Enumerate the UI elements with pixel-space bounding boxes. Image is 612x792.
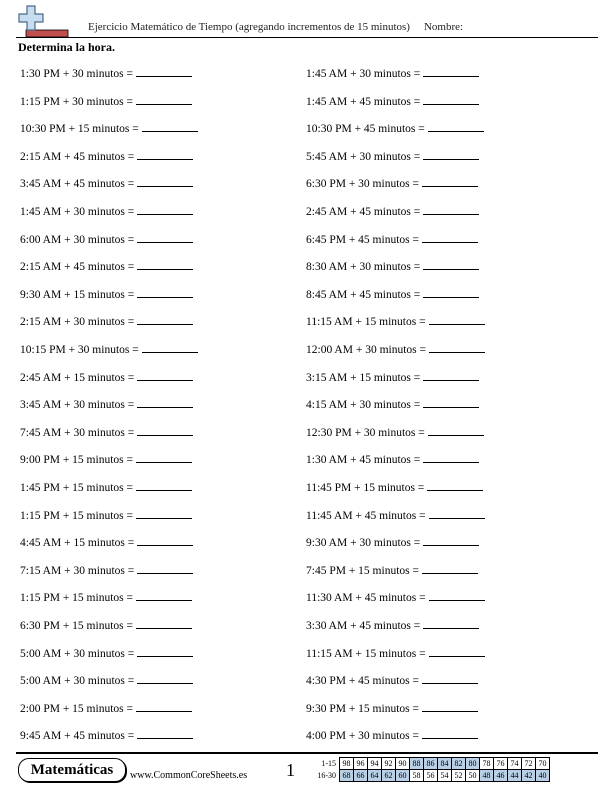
problem-text: 2:15 AM + 45 minutos = <box>20 261 135 274</box>
score-cell: 86 <box>424 758 438 770</box>
problem-item <box>20 204 193 218</box>
score-cell: 92 <box>382 758 396 770</box>
problem-text: 9:30 PM + 15 minutos = <box>306 702 419 715</box>
answer-blank[interactable] <box>423 452 479 463</box>
problem-item <box>306 232 478 246</box>
answer-blank[interactable] <box>137 425 193 436</box>
problem-item <box>20 342 198 356</box>
problem-item <box>20 508 192 522</box>
score-cell: 84 <box>438 758 452 770</box>
problem-item <box>20 149 193 163</box>
answer-blank[interactable] <box>136 618 192 629</box>
problem-text: 4:15 AM + 30 minutos = <box>306 399 421 412</box>
problem-item <box>20 535 193 549</box>
answer-blank[interactable] <box>428 425 484 436</box>
problem-item <box>20 590 192 604</box>
answer-blank[interactable] <box>429 342 485 353</box>
problem-text: 8:30 AM + 30 minutos = <box>306 261 421 274</box>
answer-blank[interactable] <box>137 314 193 325</box>
problem-item <box>306 618 479 632</box>
problem-text: 1:45 AM + 30 minutos = <box>20 206 135 218</box>
problem-item <box>20 287 193 301</box>
problem-item <box>20 728 193 742</box>
problem-text: 9:45 AM + 45 minutos = <box>20 730 135 743</box>
score-cell: 46 <box>494 770 508 782</box>
score-cell: 90 <box>396 758 410 770</box>
problem-text: 10:30 PM + 45 minutos = <box>306 123 425 136</box>
score-row-label: 16-30 <box>317 771 336 780</box>
problem-text: 1:30 AM + 45 minutos = <box>306 454 421 467</box>
problem-text: 1:30 PM + 30 minutos = <box>20 68 133 80</box>
problem-item <box>306 508 485 522</box>
problem-text: 2:45 AM + 15 minutos = <box>20 371 135 384</box>
page-number: 1 <box>286 760 295 780</box>
answer-blank[interactable] <box>137 646 193 657</box>
brand-badge: Matemáticas <box>18 758 126 782</box>
problem-text: 1:45 AM + 45 minutos = <box>306 95 421 108</box>
score-cell: 78 <box>480 758 494 770</box>
answer-blank[interactable] <box>429 590 485 601</box>
score-cell: 68 <box>340 770 354 782</box>
problem-item <box>306 563 478 577</box>
problem-text: 9:00 PM + 15 minutos = <box>20 454 133 467</box>
problem-item <box>306 66 479 80</box>
score-cell: 98 <box>340 758 354 770</box>
answer-blank[interactable] <box>423 66 479 77</box>
score-cell: 50 <box>466 770 480 782</box>
problem-item <box>306 646 485 660</box>
problem-item <box>20 176 193 190</box>
answer-blank[interactable] <box>136 701 192 712</box>
problem-item <box>20 673 193 687</box>
answer-blank[interactable] <box>423 370 479 381</box>
problem-item <box>306 425 484 439</box>
answer-blank[interactable] <box>136 480 192 491</box>
name-label: Nombre: <box>423 21 464 33</box>
problem-text: 8:45 AM + 45 minutos = <box>306 288 421 301</box>
problem-text: 6:00 AM + 30 minutos = <box>20 233 135 246</box>
answer-blank[interactable] <box>423 535 479 546</box>
problem-item <box>20 701 192 715</box>
answer-blank[interactable] <box>423 287 479 298</box>
answer-blank[interactable] <box>137 535 193 546</box>
answer-blank[interactable] <box>423 397 479 408</box>
problem-text: 7:45 PM + 15 minutos = <box>306 564 419 577</box>
answer-blank[interactable] <box>142 121 198 132</box>
answer-blank[interactable] <box>137 204 193 215</box>
problem-item <box>20 646 193 660</box>
problem-text: 10:30 PM + 15 minutos = <box>20 123 139 136</box>
problem-item <box>20 480 192 494</box>
answer-blank[interactable] <box>137 232 193 243</box>
problem-text: 4:00 PM + 30 minutos = <box>306 730 419 743</box>
score-cell: 82 <box>452 758 466 770</box>
problem-item <box>306 480 483 494</box>
problem-item <box>20 397 193 411</box>
title-text: Ejercicio Matemático de Tiempo (agregando incrementos de 15 minutos) <box>88 21 410 33</box>
problem-item <box>306 728 478 742</box>
problem-text: 11:45 PM + 15 minutos = <box>306 482 425 494</box>
problem-text: 5:45 AM + 30 minutos = <box>306 150 421 163</box>
answer-blank[interactable] <box>136 508 192 519</box>
score-cell: 52 <box>452 770 466 782</box>
site-url: www.CommonCoreSheets.es <box>130 770 248 781</box>
answer-blank[interactable] <box>429 314 485 325</box>
problem-item <box>306 370 479 384</box>
score-cell: 94 <box>368 758 382 770</box>
score-cell: 40 <box>536 770 550 782</box>
problem-text: 4:30 PM + 45 minutos = <box>306 675 419 688</box>
problem-item <box>306 314 485 328</box>
problem-text: 10:15 PM + 30 minutos = <box>20 344 139 356</box>
problem-text: 3:45 AM + 30 minutos = <box>20 399 135 412</box>
answer-blank[interactable] <box>142 342 198 353</box>
problem-item <box>306 590 485 604</box>
answer-blank[interactable] <box>422 728 478 739</box>
problem-item <box>306 535 479 549</box>
score-cell: 60 <box>396 770 410 782</box>
problem-text: 1:15 PM + 15 minutos = <box>20 509 133 522</box>
score-cell: 62 <box>382 770 396 782</box>
score-cell: 72 <box>522 758 536 770</box>
answer-blank[interactable] <box>423 618 479 629</box>
answer-blank[interactable] <box>423 94 479 105</box>
score-cell: 42 <box>522 770 536 782</box>
answer-blank[interactable] <box>422 176 478 187</box>
answer-blank[interactable] <box>422 232 478 243</box>
problem-item <box>20 425 193 439</box>
answer-blank[interactable] <box>136 94 192 105</box>
answer-blank[interactable] <box>423 204 479 215</box>
answer-blank[interactable] <box>136 590 192 601</box>
problem-text: 5:00 AM + 30 minutos = <box>20 647 135 660</box>
answer-blank[interactable] <box>136 66 192 77</box>
problem-text: 1:45 AM + 30 minutos = <box>306 68 421 80</box>
answer-blank[interactable] <box>423 259 479 270</box>
answer-blank[interactable] <box>422 673 478 684</box>
problem-text: 1:45 PM + 15 minutos = <box>20 482 133 494</box>
problem-text: 6:30 PM + 15 minutos = <box>20 620 133 632</box>
problem-text: 3:15 AM + 15 minutos = <box>306 371 421 384</box>
score-row <box>312 758 550 770</box>
problem-text: 7:15 AM + 30 minutos = <box>20 564 135 577</box>
problem-item <box>306 176 478 190</box>
footer-divider <box>16 752 598 754</box>
problem-item <box>20 94 192 108</box>
answer-blank[interactable] <box>137 149 193 160</box>
problem-item <box>306 701 478 715</box>
score-cell: 64 <box>368 770 382 782</box>
problem-text: 11:15 AM + 15 minutos = <box>306 316 426 329</box>
problem-text: 11:15 AM + 15 minutos = <box>306 647 426 660</box>
problem-item <box>306 121 484 135</box>
answer-blank[interactable] <box>428 121 484 132</box>
score-cell: 54 <box>438 770 452 782</box>
score-cell: 76 <box>494 758 508 770</box>
problem-text: 6:30 PM + 30 minutos = <box>306 178 419 191</box>
problem-item <box>20 618 192 632</box>
answer-blank[interactable] <box>427 480 483 491</box>
answer-blank[interactable] <box>136 452 192 463</box>
score-cell: 58 <box>410 770 424 782</box>
problem-item <box>306 94 479 108</box>
problem-text: 4:45 AM + 15 minutos = <box>20 537 135 550</box>
answer-blank[interactable] <box>137 287 193 298</box>
problem-item <box>306 342 485 356</box>
score-cell: 70 <box>536 758 550 770</box>
problem-text: 1:15 PM + 30 minutos = <box>20 95 133 108</box>
problem-item <box>20 452 192 466</box>
problem-text: 2:15 AM + 30 minutos = <box>20 316 135 329</box>
problem-item <box>306 673 478 687</box>
problem-text: 5:00 AM + 30 minutos = <box>20 675 135 688</box>
score-cell: 44 <box>508 770 522 782</box>
score-cell: 48 <box>480 770 494 782</box>
score-cell: 74 <box>508 758 522 770</box>
problem-text: 1:15 PM + 15 minutos = <box>20 592 133 605</box>
problem-text: 11:30 AM + 45 minutos = <box>306 592 426 605</box>
score-row <box>312 770 550 782</box>
problem-text: 2:45 AM + 45 minutos = <box>306 206 421 218</box>
score-cell: 66 <box>354 770 368 782</box>
score-cell: 56 <box>424 770 438 782</box>
problem-item <box>306 452 479 466</box>
answer-blank[interactable] <box>429 646 485 657</box>
problem-text: 2:00 PM + 15 minutos = <box>20 702 133 715</box>
score-row-label: 1-15 <box>321 759 336 768</box>
problem-text: 3:45 AM + 45 minutos = <box>20 178 135 191</box>
score-cell: 88 <box>410 758 424 770</box>
problem-text: 12:00 AM + 30 minutos = <box>306 344 426 356</box>
problem-text: 9:30 AM + 30 minutos = <box>306 537 421 550</box>
problem-text: 2:15 AM + 45 minutos = <box>20 150 135 163</box>
problem-item <box>20 314 193 328</box>
problem-item <box>20 259 193 273</box>
answer-blank[interactable] <box>137 397 193 408</box>
problem-item <box>20 563 193 577</box>
answer-blank[interactable] <box>137 176 193 187</box>
problem-item <box>306 287 479 301</box>
score-cell: 80 <box>466 758 480 770</box>
score-table <box>312 757 550 782</box>
problem-item <box>20 66 192 80</box>
problem-item <box>306 259 479 273</box>
answer-blank[interactable] <box>137 370 193 381</box>
problem-item <box>306 397 479 411</box>
answer-blank[interactable] <box>422 701 478 712</box>
answer-blank[interactable] <box>137 673 193 684</box>
problem-item <box>306 149 479 163</box>
problem-item <box>306 204 479 218</box>
problem-text: 12:30 PM + 30 minutos = <box>306 426 425 439</box>
answer-blank[interactable] <box>137 259 193 270</box>
problem-text: 11:45 AM + 45 minutos = <box>306 509 426 522</box>
problem-item <box>20 121 198 135</box>
problem-text: 9:30 AM + 15 minutos = <box>20 288 135 301</box>
problem-item <box>20 370 193 384</box>
problem-item <box>20 232 193 246</box>
problem-text: 6:45 PM + 45 minutos = <box>306 233 419 246</box>
problem-text: 7:45 AM + 30 minutos = <box>20 426 135 439</box>
instructions: Determina la hora. <box>18 40 115 54</box>
answer-blank[interactable] <box>423 149 479 160</box>
answer-blank[interactable] <box>137 563 193 574</box>
problem-text: 3:30 AM + 45 minutos = <box>306 620 421 632</box>
answer-blank[interactable] <box>137 728 193 739</box>
answer-blank[interactable] <box>422 563 478 574</box>
answer-blank[interactable] <box>429 508 485 519</box>
score-cell: 96 <box>354 758 368 770</box>
